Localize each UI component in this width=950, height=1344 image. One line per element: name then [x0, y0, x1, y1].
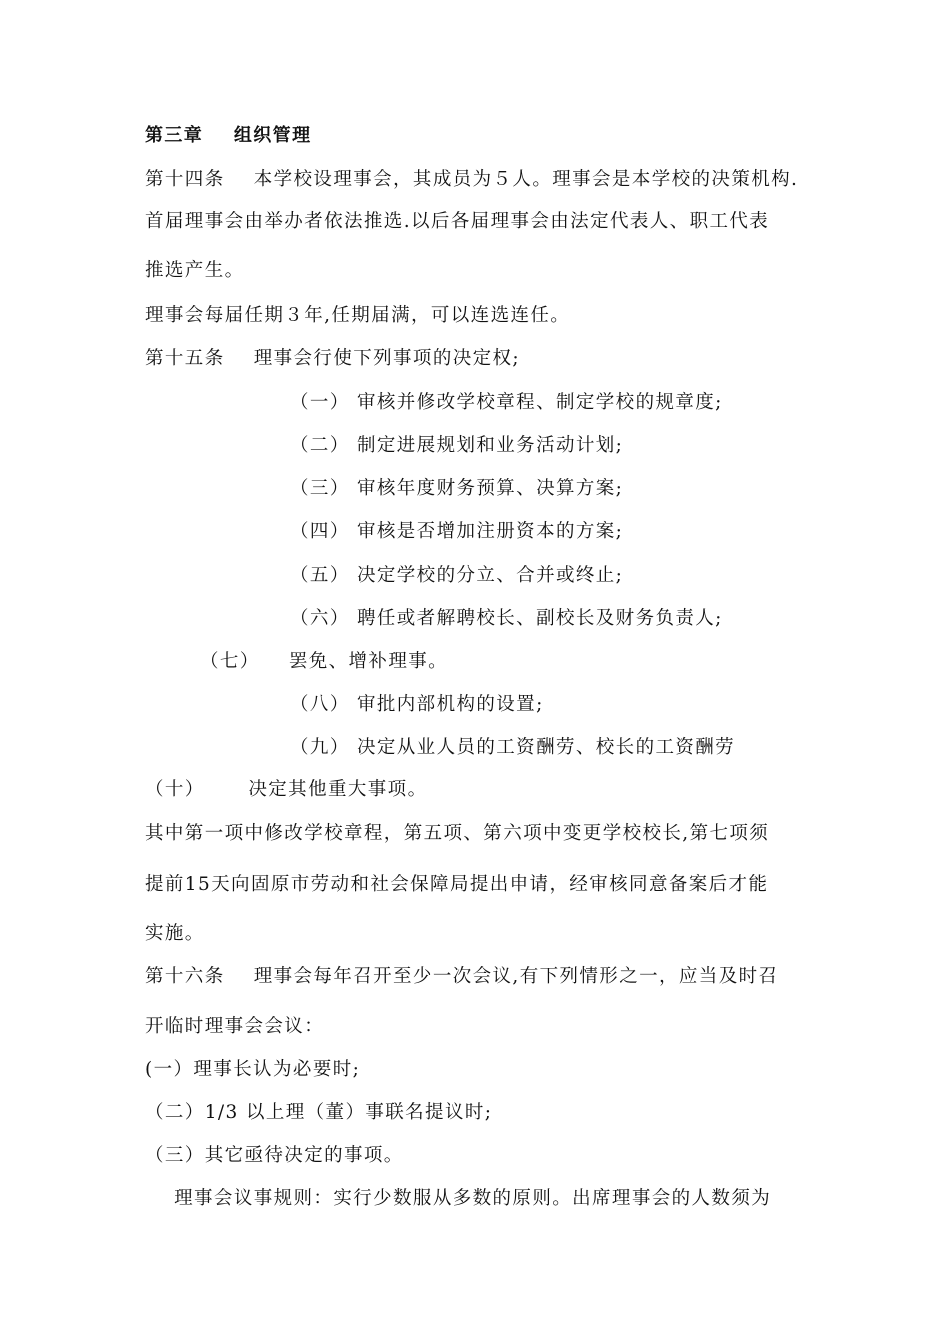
list-item-2: （二） 制定进展规划和业务活动计划;	[290, 435, 624, 456]
note-line-2: 提前15天向固原市劳动和社会保障局提出申请，经审核同意备案后才能	[145, 874, 769, 895]
list-item-6: （六） 聘任或者解聘校长、副校长及财务负责人;	[290, 608, 723, 629]
note-line-1: 其中第一项中修改学校章程，第五项、第六项中变更学校校长,第七项须	[145, 823, 770, 844]
article-14-line-2: 首届理事会由举办者依法推选.以后各届理事会由法定代表人、职工代表	[145, 211, 770, 232]
article-14-line-4: 理事会每届任期３年,任期届满，可以连选连任。	[145, 305, 571, 326]
article-14-line-3: 推选产生。	[145, 260, 245, 281]
article-15-line: 第十五条 理事会行使下列事项的决定权;	[145, 348, 521, 369]
list-item-1: （一） 审核并修改学校章程、制定学校的规章度;	[290, 392, 723, 413]
list-item-5: （五） 决定学校的分立、合并或终止;	[290, 565, 624, 586]
chapter-title: 第三章 组织管理	[145, 125, 312, 146]
condition-2: （二）1/3 以上理（董）事联名提议时;	[145, 1102, 493, 1123]
condition-3: （三）其它亟待决定的事项。	[145, 1145, 404, 1166]
article-16-line-2: 开临时理事会会议：	[145, 1016, 325, 1037]
article-16-line-1: 第十六条 理事会每年召开至少一次会议,有下列情形之一，应当及时召	[145, 966, 779, 987]
list-item-9: （九） 决定从业人员的工资酬劳、校长的工资酬劳	[290, 737, 736, 758]
article-14-line-1: 第十四条 本学校设理事会，其成员为５人。理事会是本学校的决策机构.	[145, 169, 799, 190]
note-line-3: 实施。	[145, 923, 205, 944]
list-item-3: （三） 审核年度财务预算、决算方案;	[290, 478, 624, 499]
list-item-8: （八） 审批内部机构的设置;	[290, 694, 544, 715]
meeting-rules-line: 理事会议事规则：实行少数服从多数的原则。出席理事会的人数须为	[145, 1188, 772, 1209]
condition-1: (一）理事长认为必要时;	[145, 1059, 361, 1080]
list-item-4: （四） 审核是否增加注册资本的方案;	[290, 521, 624, 542]
list-item-10: （十） 决定其他重大事项。	[145, 779, 428, 800]
list-item-7: （七） 罢免、增补理事。	[200, 651, 449, 672]
